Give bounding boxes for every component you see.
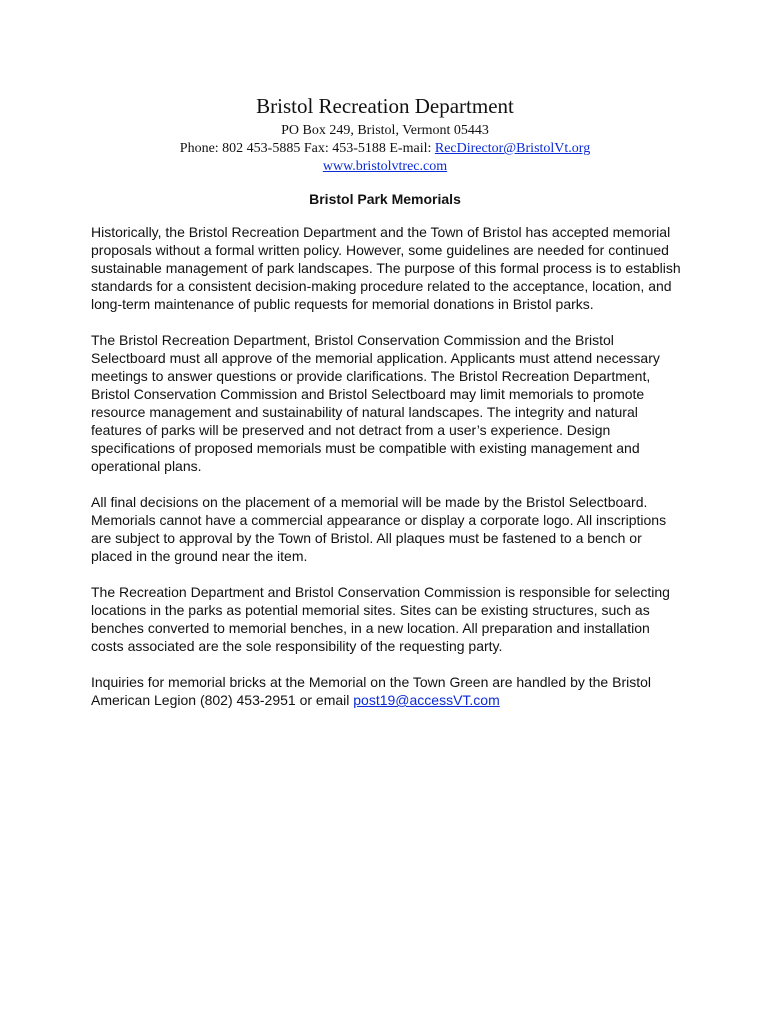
contact-prefix: Phone: 802 453-5885 Fax: 453-5188 E-mail:	[179, 141, 435, 156]
department-email-link[interactable]: RecDirector@BristolVt.org	[434, 141, 591, 156]
paragraph-inquiries	[91, 673, 686, 709]
contact-line	[0, 140, 770, 158]
inquiries-text: Inquiries for memorial bricks at the Memorial on the Town Green are handled by the Bristol American Legion (802) 453-2951 or email	[91, 674, 652, 708]
paragraph-history: Historically, the Bristol Recreation Department and the Town of Bristol has accepted memorial proposals without a formal written policy. However, some guidelines are needed for continued sustainable management of park landscapes. The purpose of this formal process is to establish standards for a consistent decision-making procedure related to the acceptance, location, and long-term maintenance of public requests for memorial donations in Bristol parks.	[91, 224, 681, 312]
website-link[interactable]: www.bristolvtrec.com	[322, 159, 448, 174]
paragraph-locations: The Recreation Department and Bristol Conservation Commission is responsible for selecting locations in the parks as potential memorial sites. Sites can be existing structures, such as benches converted to memorial benches, in a new location. All preparation and installation costs associated are the sole responsibility of the requesting party.	[91, 584, 670, 654]
paragraph-approval: The Bristol Recreation Department, Bristol Conservation Commission and the Bristol Selectboard must all approve of the memorial application. Applicants must attend necessary meetings to answer questions or provide clarifications. The Bristol Recreation Department, Bristol Conservation Commission and Bristol Selectboard may limit memorials to promote resource management and sustainability of natural landscapes. The integrity and natural features of parks will be preserved and not detract from a user’s experience. Design specifications of proposed memorials must be compatible with existing management and operational plans.	[91, 332, 660, 474]
paragraph-final-decisions: All final decisions on the placement of a memorial will be made by the Bristol Selectboard. Memorials cannot have a commercial appearance or display a corporate logo. All inscriptions are subject to approval by the Town of Bristol. All plaques must be fastened to a bench or placed in the ground near the item.	[91, 494, 667, 564]
mailing-address: PO Box 249, Bristol, Vermont 05443	[281, 123, 489, 138]
legion-email-link[interactable]: post19@accessVT.com	[353, 692, 500, 708]
document-body	[91, 223, 686, 727]
website-line	[0, 158, 770, 176]
letterhead	[0, 94, 770, 176]
organization-name: Bristol Recreation Department	[256, 94, 514, 118]
document-title: Bristol Park Memorials	[309, 191, 461, 207]
